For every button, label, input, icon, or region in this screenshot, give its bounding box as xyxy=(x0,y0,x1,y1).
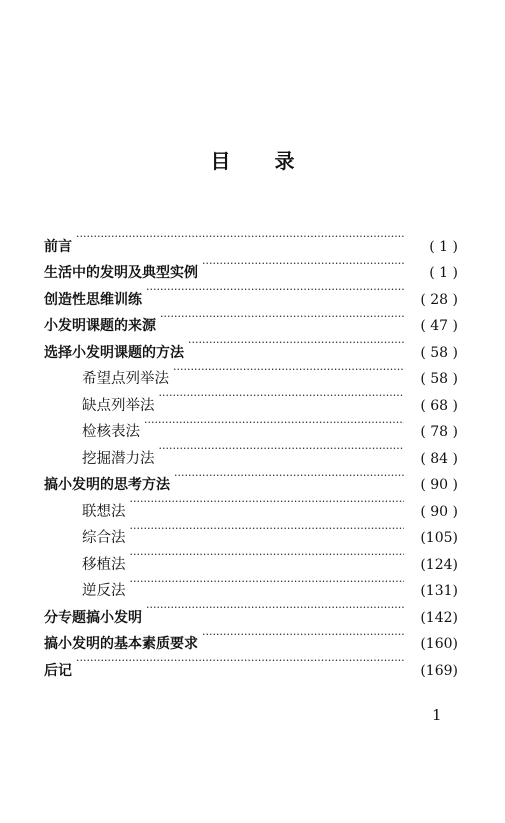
toc-entry-page: (124) xyxy=(420,556,458,573)
toc-entry-label: 移植法 xyxy=(82,556,126,573)
dot-leader xyxy=(159,383,405,410)
toc-entry-label: 检核表法 xyxy=(82,424,140,440)
toc-entry-label: 逆反法 xyxy=(82,583,126,599)
toc-entry-label: 生活中的发明及典型实例 xyxy=(44,265,198,281)
toc-entry-label: 后记 xyxy=(44,662,72,679)
toc-entry-page: ( 90 ) xyxy=(420,477,458,493)
dot-leader xyxy=(202,622,404,649)
title-char-1: 目 xyxy=(210,149,231,173)
dot-leader xyxy=(146,277,404,304)
dot-leader xyxy=(130,569,405,596)
page-title xyxy=(0,145,505,174)
toc-entry-label: 联想法 xyxy=(82,503,126,520)
dot-leader xyxy=(188,330,404,357)
toc-entry-page: ( 68 ) xyxy=(420,397,458,414)
dot-leader xyxy=(146,595,404,622)
dot-leader xyxy=(144,410,404,437)
dot-leader xyxy=(159,436,405,463)
toc-entry-page: (105) xyxy=(420,530,458,546)
dot-leader xyxy=(202,251,404,278)
toc-entry-label: 搞小发明的思考方法 xyxy=(44,477,170,493)
toc-entry-page: ( 47 ) xyxy=(420,318,458,334)
toc-entry-page: (142) xyxy=(420,609,458,626)
dot-leader xyxy=(76,224,404,251)
toc-entry-label: 搞小发明的基本素质要求 xyxy=(44,636,198,652)
toc-entry-page: ( 1 ) xyxy=(429,238,458,255)
toc-entry-label: 前言 xyxy=(44,238,72,255)
toc-entry-page: (131) xyxy=(420,583,458,599)
toc-entry[interactable] xyxy=(44,251,458,281)
toc-entry-page: (160) xyxy=(420,636,458,652)
dot-leader xyxy=(160,304,404,331)
toc-entry-label: 创造性思维训练 xyxy=(44,291,142,308)
toc-entry-page: ( 78 ) xyxy=(420,424,458,440)
toc-entry-label: 希望点列举法 xyxy=(82,371,169,387)
table-of-contents xyxy=(44,224,458,679)
toc-entry-label: 选择小发明课题的方法 xyxy=(44,344,184,361)
toc-entry-page: ( 28 ) xyxy=(420,291,458,308)
toc-entry-page: ( 58 ) xyxy=(420,344,458,361)
title-char-2: 录 xyxy=(274,149,295,173)
toc-entry[interactable] xyxy=(44,648,458,679)
toc-entry-label: 缺点列举法 xyxy=(82,397,155,414)
dot-leader xyxy=(173,357,404,384)
toc-entry-page: (169) xyxy=(420,662,458,679)
toc-entry-label: 小发明课题的来源 xyxy=(44,318,156,334)
page-number: 1 xyxy=(432,706,442,724)
dot-leader xyxy=(174,463,404,490)
toc-entry[interactable] xyxy=(44,224,458,255)
toc-entry-page: ( 84 ) xyxy=(420,450,458,467)
toc-entry-page: ( 90 ) xyxy=(420,503,458,520)
dot-leader xyxy=(130,542,405,569)
dot-leader xyxy=(130,516,405,543)
toc-entry-label: 综合法 xyxy=(82,530,126,546)
dot-leader xyxy=(130,489,405,516)
toc-entry-page: ( 1 ) xyxy=(429,265,458,281)
dot-leader xyxy=(76,648,404,675)
toc-entry-label: 分专题搞小发明 xyxy=(44,609,142,626)
toc-entry-label: 挖掘潜力法 xyxy=(82,450,155,467)
toc-entry-page: ( 58 ) xyxy=(420,371,458,387)
